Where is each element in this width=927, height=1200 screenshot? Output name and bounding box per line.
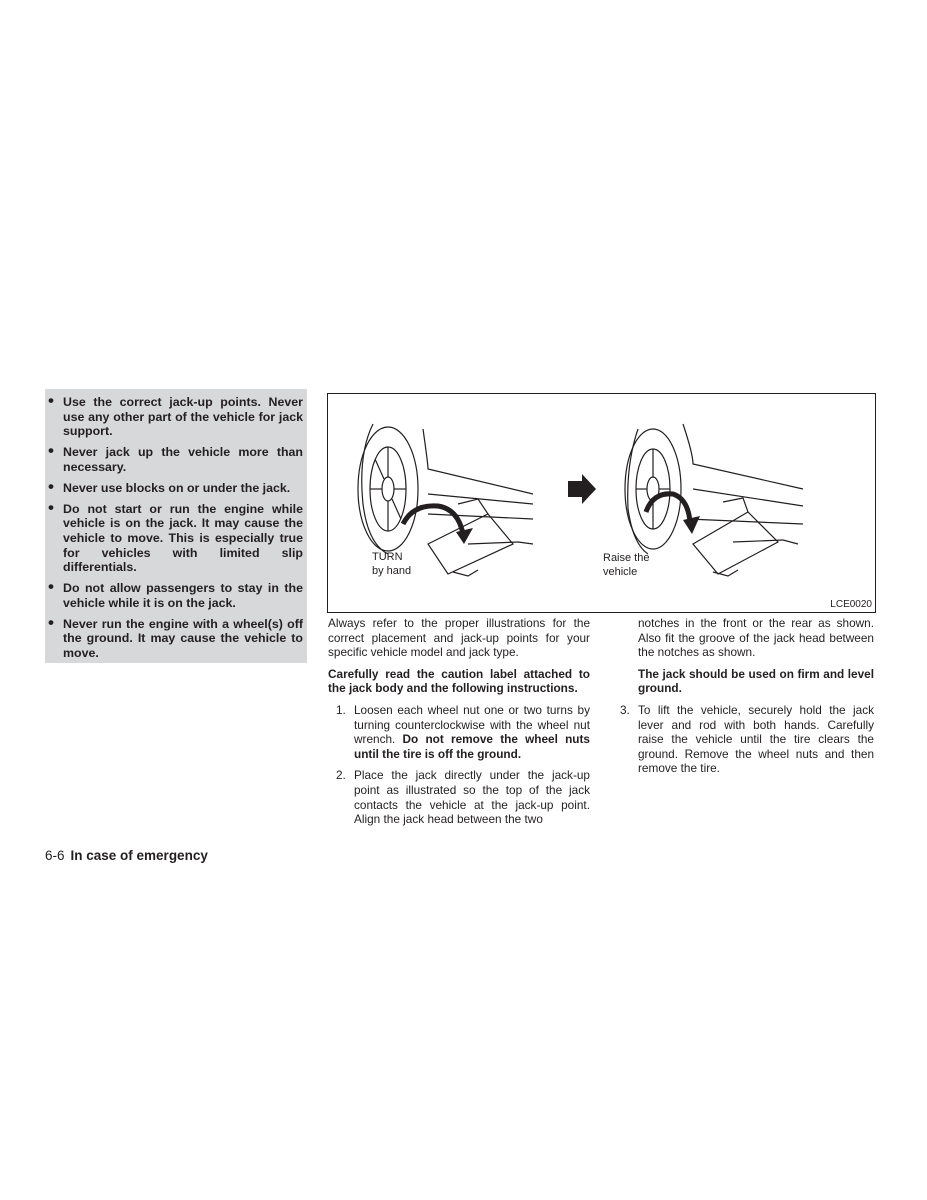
jack-illustration xyxy=(327,393,876,613)
step-text: Loosen each wheel nut one or two turns by turning counterclockwise with the wheel nut wrench. xyxy=(354,702,590,747)
right-arrow-icon xyxy=(568,474,596,504)
step-number: 1. xyxy=(336,702,346,717)
page-number: 6-6 xyxy=(45,848,65,863)
text-column-1 xyxy=(328,616,590,834)
right-fender-line xyxy=(628,429,648,554)
warning-item: • Never jack up the vehicle more than necessary. xyxy=(49,445,303,474)
caution-paragraph: Carefully read the caution label attached to the jack body and the following instructions. xyxy=(328,666,590,696)
figure-label-raise: Raise the vehicle xyxy=(603,552,650,578)
step-1 xyxy=(328,703,590,761)
step-text: Place the jack directly under the jack-up point as illustrated so the top of the jack contacts the vehicle at the jack-up point. Align the jack head between the two xyxy=(354,768,590,827)
warning-item: • Never use blocks on or under the jack. xyxy=(49,481,303,496)
step-number: 2. xyxy=(336,768,346,783)
step-warning: Do not remove the wheel nuts until the tire is off the ground. xyxy=(354,732,590,761)
jack-illustration-drawing xyxy=(328,394,875,612)
step-2-continued: notches in the front or the rear as shown. Also fit the groove of the jack head between the notches as shown. xyxy=(638,616,874,660)
section-title: In case of emergency xyxy=(70,848,208,863)
step-2 xyxy=(328,768,590,826)
warning-item: • Do not allow passengers to stay in the vehicle while it is on the jack. xyxy=(49,581,303,610)
warning-box xyxy=(45,389,307,663)
intro-paragraph: Always refer to the proper illustrations for the correct placement and jack-up points for your specific vehicle model and jack type. xyxy=(328,616,590,660)
right-tire xyxy=(625,429,681,549)
figure-label-turn: TURN by hand xyxy=(372,551,412,577)
step-3 xyxy=(612,703,874,776)
page-footer xyxy=(45,848,208,863)
warning-item: • Do not start or run the engine while vehicle is on the jack. It may cause the vehicle to move. This is especially true for vehicles with limited slip differentials. xyxy=(49,502,303,575)
figure-code: LCE0020 xyxy=(830,599,872,610)
warning-item: • Never run the engine with a wheel(s) off the ground. It may cause the vehicle to move. xyxy=(49,617,303,661)
firm-ground-note: The jack should be used on firm and level ground. xyxy=(638,666,874,696)
left-tire xyxy=(358,427,418,551)
warning-item: • Use the correct jack-up points. Never use any other part of the vehicle for jack support. xyxy=(49,395,303,439)
step-text: To lift the vehicle, securely hold the jack lever and rod with both hands. Carefully raise the vehicle until the tire clears the ground. Remove the wheel nuts and then remove the tire. xyxy=(638,702,874,776)
warning-list xyxy=(45,389,307,660)
text-column-2 xyxy=(612,616,874,783)
step-number: 3. xyxy=(620,702,630,717)
